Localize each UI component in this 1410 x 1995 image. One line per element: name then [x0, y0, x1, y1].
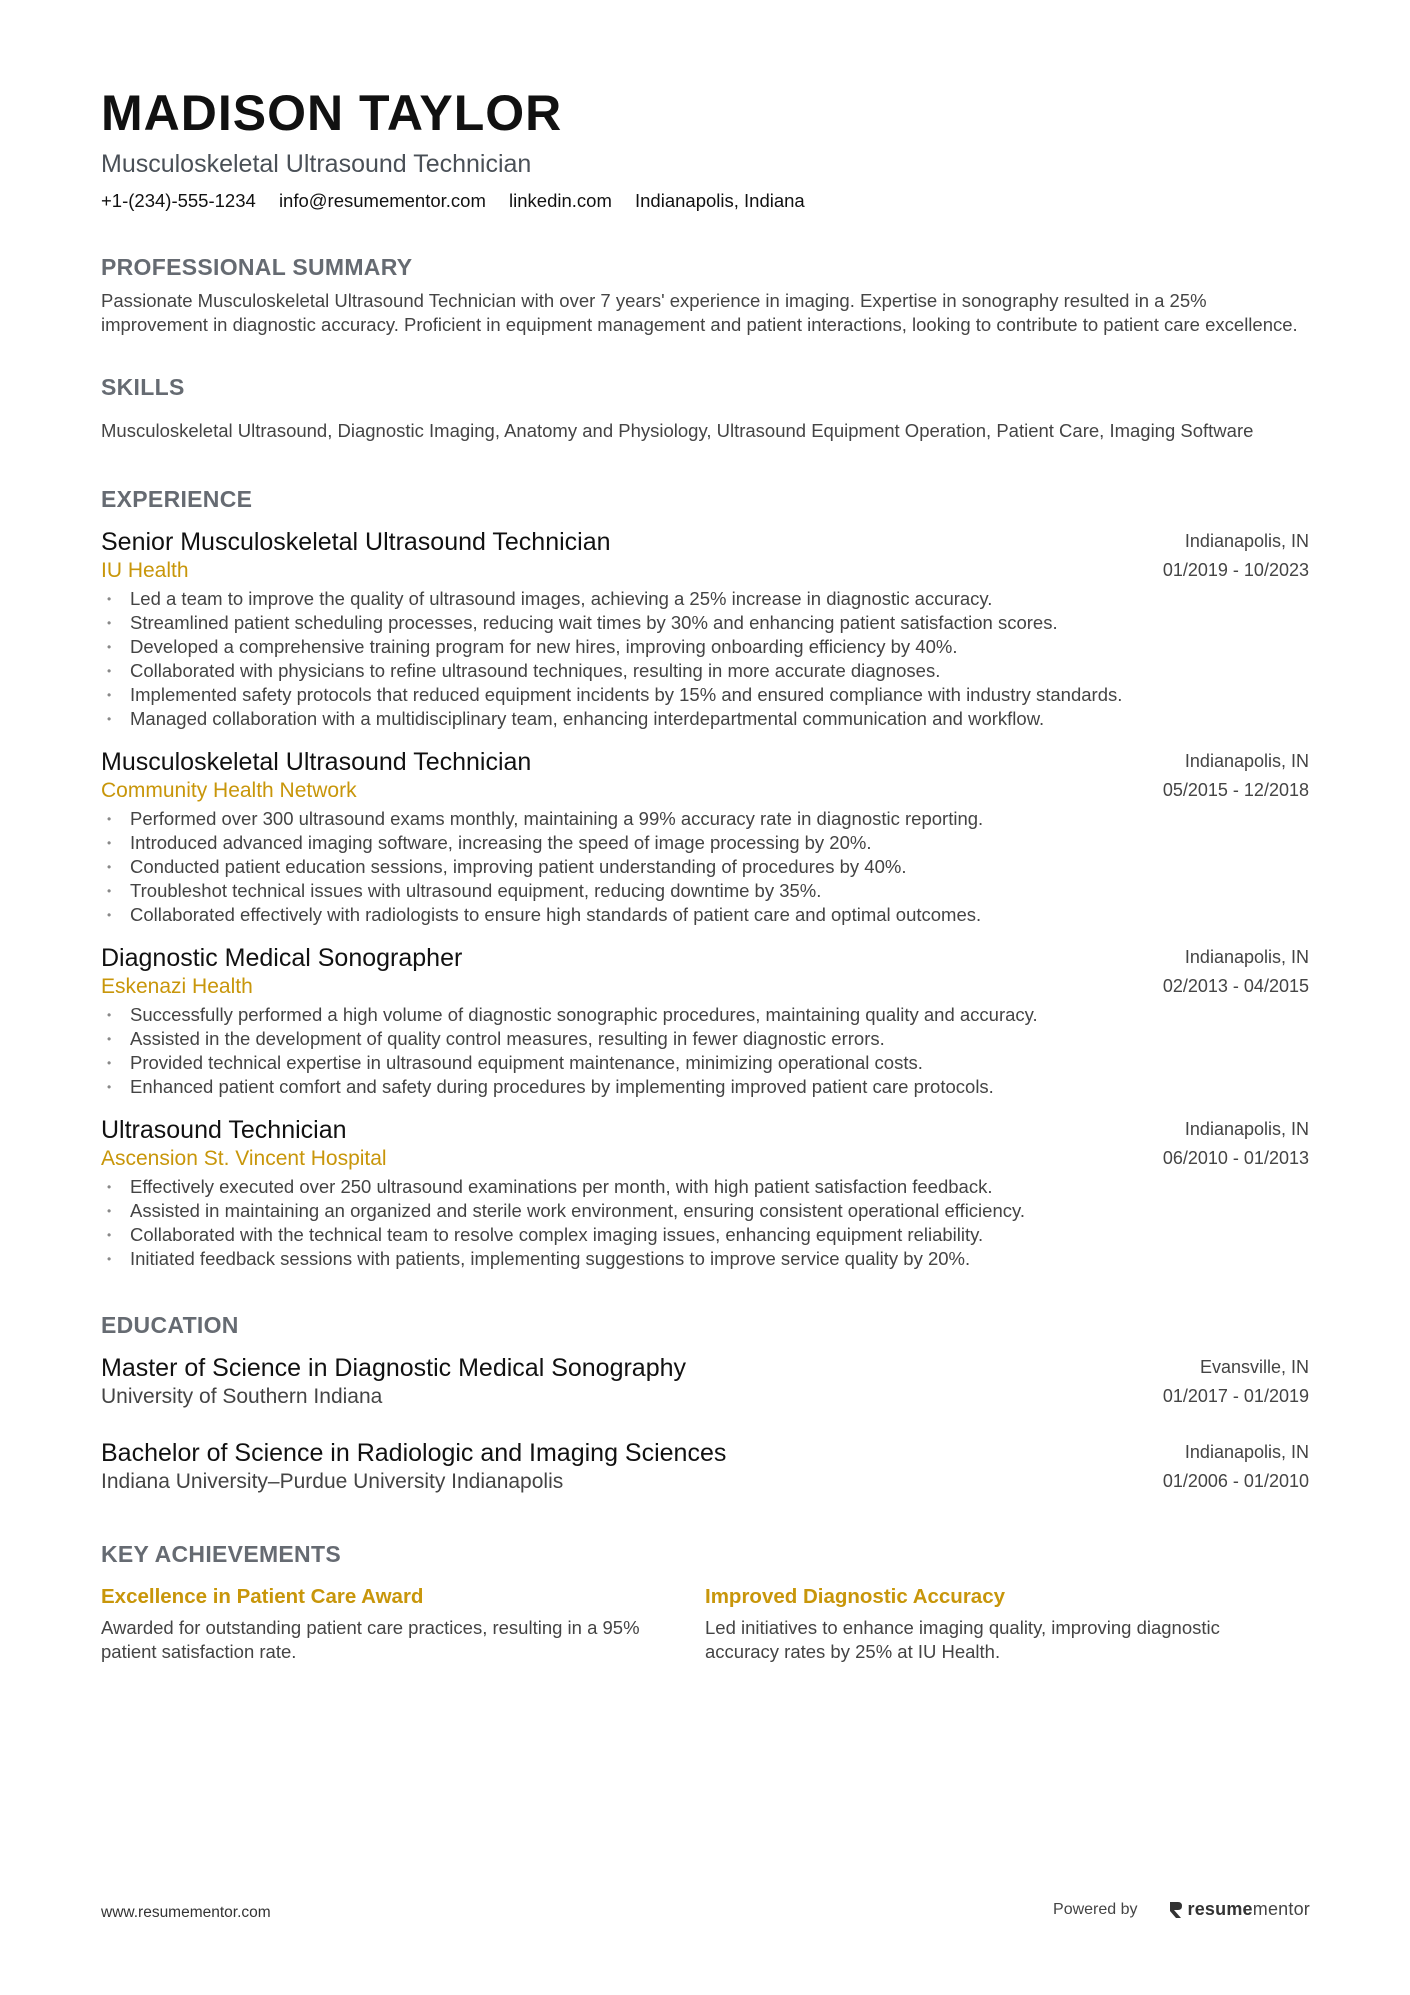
job-title: Musculoskeletal Ultrasound Technician — [101, 748, 532, 776]
brand-logo-text[interactable] — [1188, 1899, 1310, 1920]
job-title: Senior Musculoskeletal Ultrasound Technician — [101, 528, 611, 556]
job-dates: 02/2013 - 04/2015 — [1162, 976, 1309, 996]
job-dates: 01/2019 - 10/2023 — [1162, 560, 1309, 580]
education-entry — [101, 1438, 1309, 1498]
list-item: • Provided technical expertise in ultrasound equipment maintenance, minimizing operational costs. — [101, 1051, 1309, 1075]
education-school: University of Southern Indiana — [101, 1385, 383, 1408]
list-item: • Developed a comprehensive training program for new hires, improving onboarding efficiency by 40%. — [101, 635, 1309, 659]
list-item: • Assisted in maintaining an organized and sterile work environment, ensuring consistent operational efficiency. — [101, 1199, 1309, 1223]
achievement-title: Excellence in Patient Care Award — [101, 1585, 424, 1608]
education-school: Indiana University–Purdue University Indianapolis — [101, 1470, 564, 1493]
list-item: • Successfully performed a high volume of diagnostic sonographic procedures, maintaining quality and accuracy. — [101, 1003, 1309, 1027]
resume-page — [101, 85, 1309, 1664]
list-item: • Effectively executed over 250 ultrasound examinations per month, with high patient satisfaction feedback. — [101, 1175, 1309, 1199]
achievement-entry — [101, 1584, 705, 1664]
list-item: • Performed over 300 ultrasound exams monthly, maintaining a 99% accuracy rate in diagnostic reporting. — [101, 807, 1309, 831]
resume-header — [101, 85, 1309, 213]
achievement-text: Awarded for outstanding patient care practices, resulting in a 95% patient satisfaction rate. — [101, 1617, 640, 1662]
job-entry — [101, 943, 1309, 1099]
brand-bold: resume — [1187, 1899, 1253, 1919]
achievement-title: Improved Diagnostic Accuracy — [705, 1585, 1006, 1608]
job-bullets — [101, 1175, 1309, 1271]
section-title: SKILLS — [101, 374, 185, 400]
candidate-name: MADISON TAYLOR — [101, 85, 563, 141]
powered-by-label: Powered by — [1053, 1900, 1138, 1918]
section-title: KEY ACHIEVEMENTS — [101, 1541, 341, 1567]
footer-website[interactable]: www.resumementor.com — [101, 1904, 271, 1921]
job-organization: IU Health — [101, 559, 189, 582]
job-entry — [101, 527, 1309, 731]
job-location: Indianapolis, IN — [1184, 531, 1309, 551]
footer-branding — [1053, 1899, 1310, 1920]
section-title: EXPERIENCE — [101, 486, 253, 512]
summary-text: Passionate Musculoskeletal Ultrasound Technician with over 7 years' experience in imaging. Expertise in sonography resulted in a 25% improvement in diagnostic accuracy. Proficient in equipment management and patient interactions, looking to contribute to patient care excellence. — [101, 290, 1298, 335]
list-item: • Implemented safety protocols that reduced equipment incidents by 15% and ensured compliance with industry standards. — [101, 683, 1309, 707]
skills-section — [101, 373, 1309, 443]
job-title: Diagnostic Medical Sonographer — [101, 944, 463, 972]
experience-section — [101, 485, 1309, 1271]
brand-light: mentor — [1252, 1899, 1310, 1919]
job-bullets — [101, 1003, 1309, 1099]
list-item: • Assisted in the development of quality control measures, resulting in fewer diagnostic errors. — [101, 1027, 1309, 1051]
list-item: • Introduced advanced imaging software, increasing the speed of image processing by 20%. — [101, 831, 1309, 855]
job-location: Indianapolis, IN — [1184, 751, 1309, 771]
list-item: • Led a team to improve the quality of ultrasound images, achieving a 25% increase in diagnostic accuracy. — [101, 587, 1309, 611]
section-title: EDUCATION — [101, 1312, 239, 1338]
list-item: • Initiated feedback sessions with patients, implementing suggestions to improve service quality by 20%. — [101, 1247, 1309, 1271]
job-entry — [101, 1115, 1309, 1271]
job-location: Indianapolis, IN — [1184, 947, 1309, 967]
education-dates: 01/2017 - 01/2019 — [1162, 1386, 1309, 1406]
job-dates: 06/2010 - 01/2013 — [1162, 1148, 1309, 1168]
job-organization: Community Health Network — [101, 779, 357, 802]
list-item: • Streamlined patient scheduling processes, reducing wait times by 30% and enhancing patient satisfaction scores. — [101, 611, 1309, 635]
education-location: Evansville, IN — [1199, 1357, 1309, 1377]
contact-linkedin: linkedin.com — [509, 190, 612, 211]
education-section — [101, 1311, 1309, 1498]
job-organization: Ascension St. Vincent Hospital — [101, 1147, 387, 1170]
education-dates: 01/2006 - 01/2010 — [1162, 1471, 1309, 1491]
job-entry — [101, 747, 1309, 927]
job-organization: Eskenazi Health — [101, 975, 253, 998]
summary-section — [101, 253, 1309, 337]
contact-phone: +1-(234)-555-1234 — [101, 190, 256, 211]
contact-location: Indianapolis, Indiana — [635, 190, 805, 211]
contact-line — [101, 189, 1309, 213]
job-title: Ultrasound Technician — [101, 1116, 347, 1144]
list-item: • Conducted patient education sessions, improving patient understanding of procedures by 40%. — [101, 855, 1309, 879]
achievement-entry — [705, 1584, 1309, 1664]
list-item: • Enhanced patient comfort and safety during procedures by implementing improved patient care protocols. — [101, 1075, 1309, 1099]
list-item: • Collaborated with the technical team to resolve complex imaging issues, enhancing equipment reliability. — [101, 1223, 1309, 1247]
job-location: Indianapolis, IN — [1184, 1119, 1309, 1139]
achievements-section — [101, 1540, 1309, 1664]
education-location: Indianapolis, IN — [1184, 1442, 1309, 1462]
contact-email: info@resumementor.com — [278, 190, 486, 211]
list-item: • Collaborated effectively with radiologists to ensure high standards of patient care and optimal outcomes. — [101, 903, 1309, 927]
education-degree: Bachelor of Science in Radiologic and Imaging Sciences — [101, 1439, 727, 1467]
list-item: • Managed collaboration with a multidisciplinary team, enhancing interdepartmental communication and workflow. — [101, 707, 1309, 731]
education-entry — [101, 1353, 1309, 1413]
list-item: • Troubleshot technical issues with ultrasound equipment, reducing downtime by 35%. — [101, 879, 1309, 903]
candidate-role: Musculoskeletal Ultrasound Technician — [101, 150, 532, 178]
skills-text: Musculoskeletal Ultrasound, Diagnostic Imaging, Anatomy and Physiology, Ultrasound Equipment Operation, Patient Care, Imaging Software — [101, 420, 1254, 441]
resumementor-logo-icon — [1168, 1900, 1184, 1920]
job-bullets — [101, 587, 1309, 731]
job-dates: 05/2015 - 12/2018 — [1162, 780, 1309, 800]
job-bullets — [101, 807, 1309, 927]
list-item: • Collaborated with physicians to refine ultrasound techniques, resulting in more accurate diagnoses. — [101, 659, 1309, 683]
education-degree: Master of Science in Diagnostic Medical Sonography — [101, 1354, 687, 1382]
achievement-text: Led initiatives to enhance imaging quality, improving diagnostic accuracy rates by 25% at IU Health. — [705, 1617, 1220, 1662]
section-title: PROFESSIONAL SUMMARY — [101, 254, 413, 280]
